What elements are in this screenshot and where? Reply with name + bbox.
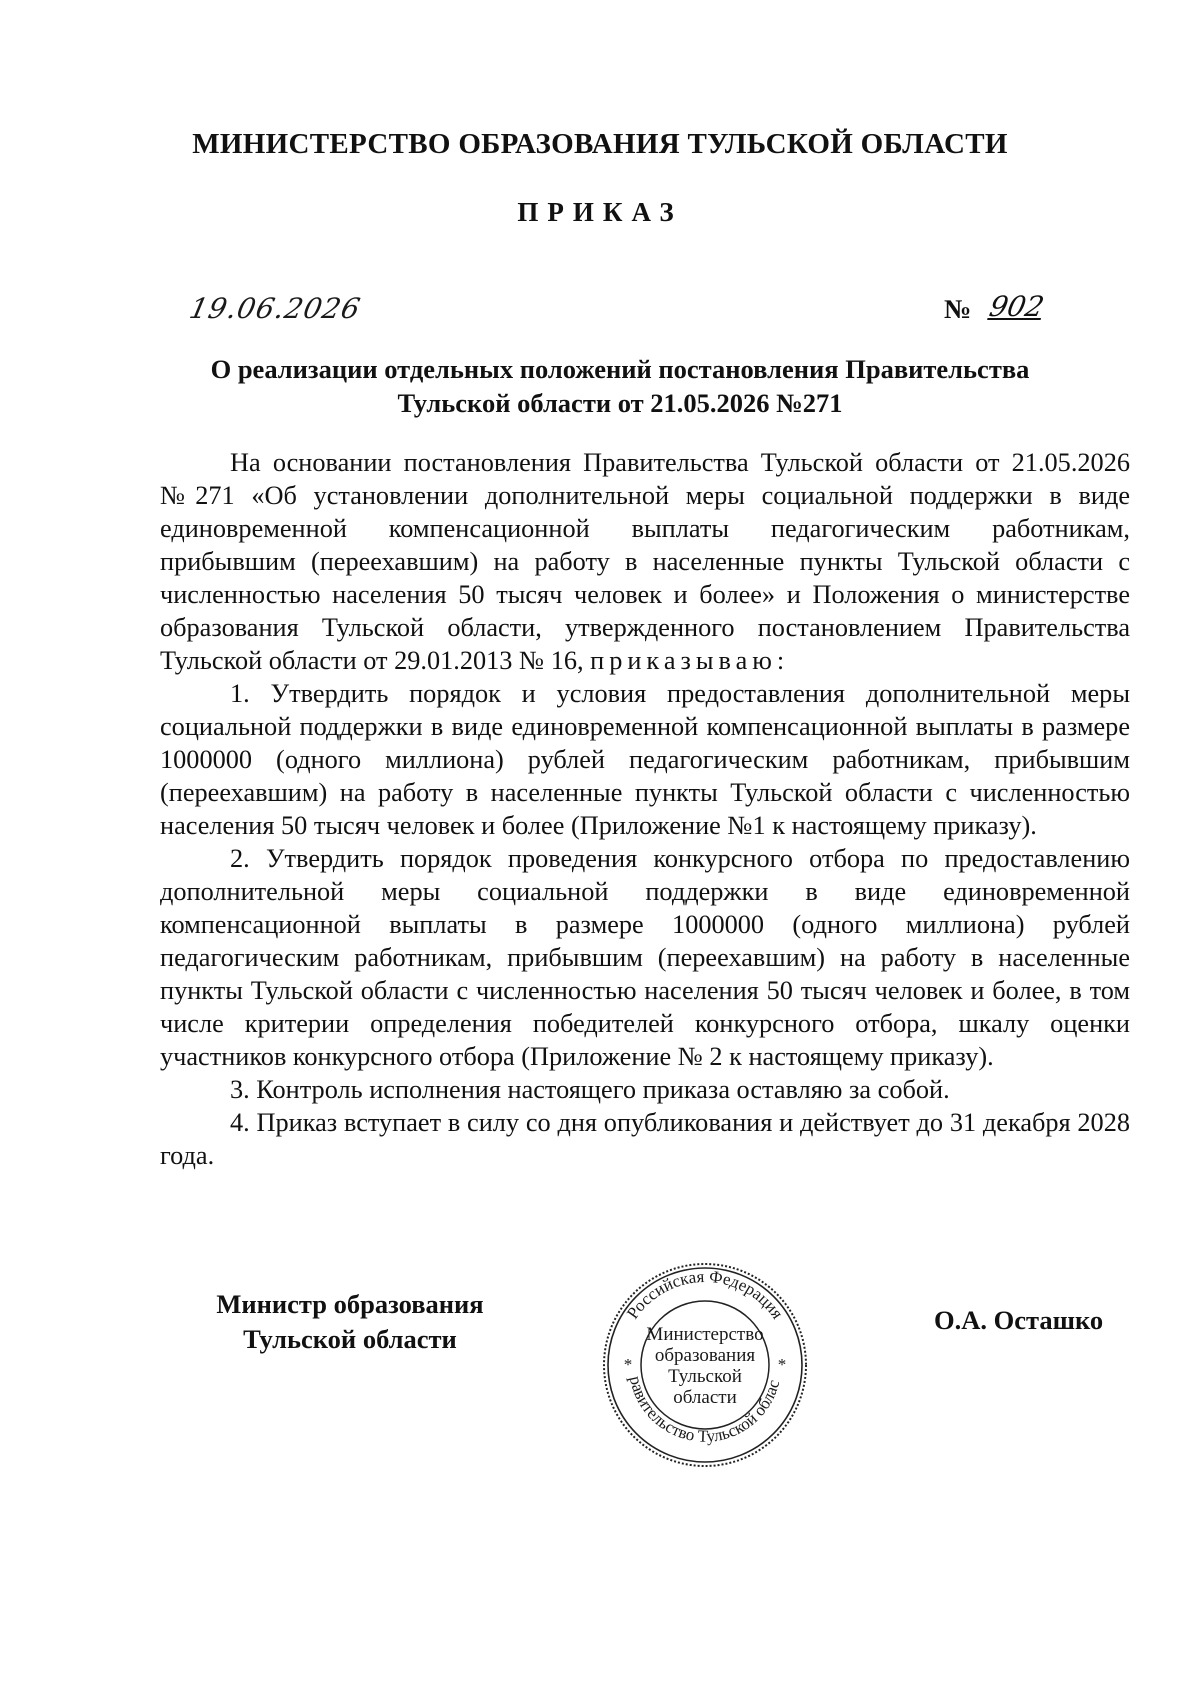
official-seal: [600, 1260, 810, 1470]
seal-center-line-1: Министерство: [646, 1324, 764, 1345]
signatory-position: [200, 1287, 500, 1357]
order-item-2: 2. Утвердить порядок проведения конкурсного отбора по предоставлению дополнительной меры социальной поддержки в виде единовременной компенсационной выплаты в размере 1000000 (одного миллиона) рублей педагогическим работникам, прибывшим (переехавшим) на работу в населенные пункты Тульской области с численностью населения 50 тысяч человек и более, в том числе критерии определения победителей конкурсного отбора, шкалу оценки участников конкурсного отбора (Приложение № 2 к настоящему приказу).: [160, 844, 1130, 1071]
order-number-label: №: [944, 294, 972, 324]
order-item-1: 1. Утвердить порядок и условия предоставления дополнительной меры социальной поддержки в виде единовременной компенсационной выплаты в размере 1000000 (одного миллиона) рублей педагогическим работникам, прибывшим (переехавшим) на работу в населенные пункты Тульской области с численностью населения 50 тысяч человек и более (Приложение №1 к настоящему приказу).: [160, 679, 1130, 840]
seal-outer-top-text: Российская Федерация: [622, 1266, 788, 1323]
order-title: [150, 352, 1090, 420]
order-number: 902: [986, 290, 1047, 323]
signatory-name: О.А. Осташко: [934, 1305, 1104, 1335]
preamble-paragraph: [160, 446, 1130, 677]
seal-center-line-4: области: [673, 1387, 737, 1408]
order-heading: ПРИКАЗ: [517, 197, 683, 227]
seal-graphic: [600, 1260, 810, 1470]
signatory-position-line-2: Тульской области: [243, 1324, 457, 1354]
seal-center-line-2: образования: [654, 1345, 756, 1366]
ministry-heading: МИНИСТЕРСТВО ОБРАЗОВАНИЯ ТУЛЬСКОЙ ОБЛАСТИ: [192, 128, 1008, 160]
order-title-line-1: О реализации отдельных положений постановления Правительства: [210, 354, 1030, 384]
order-body: [160, 446, 1130, 1172]
decree-word: приказываю:: [590, 646, 790, 675]
order-item-4: 4. Приказ вступает в силу со дня опубликования и действует до 31 декабря 2028 года.: [160, 1108, 1130, 1170]
order-title-line-2: Тульской области от 21.05.2026 №271: [397, 388, 843, 418]
signatory-position-line-1: Министр образования: [216, 1289, 484, 1319]
seal-star-right: *: [777, 1355, 787, 1374]
order-item-3: 3. Контроль исполнения настоящего приказа оставляю за собой.: [230, 1075, 950, 1104]
seal-center-line-3: Тульской: [668, 1366, 742, 1387]
seal-star-left: *: [623, 1355, 633, 1374]
seal-outer-bottom-text: равительство Тульской облас: [625, 1374, 784, 1446]
preamble-text: На основании постановления Правительства Тульской области от 21.05.2026 №271 «Об установлении дополнительной меры социальной поддержки в виде единовременной компенсационной выплаты педагогическим работникам, прибывшим (переехавшим) на работу в населенные пункты Тульской области с численностью населения 50 тысяч человек и более» и Положения о министерстве образования Тульской области, утвержденного постановлением Правительства Тульской области от 29.01.2013 № 16,: [160, 448, 1130, 675]
order-date: 19.06.2026: [186, 292, 364, 325]
